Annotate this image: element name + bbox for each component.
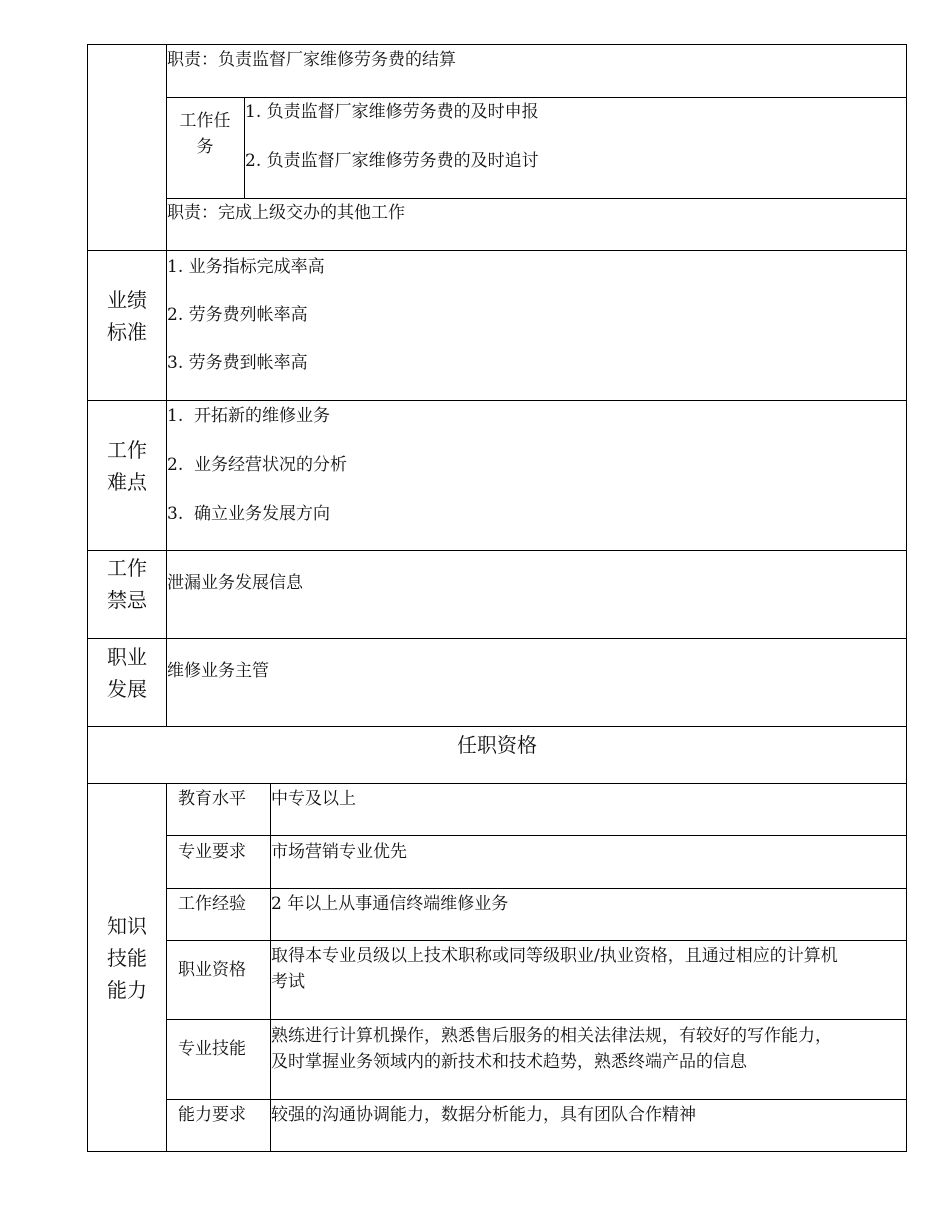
- taboos-text: 泄漏业务发展信息: [167, 573, 303, 593]
- row-divider: [166, 888, 907, 889]
- taboos-label-line1: 工作: [107, 556, 147, 580]
- performance-label: [88, 284, 166, 348]
- career-label-line1: 职业: [107, 645, 147, 669]
- qualification-value-line2: 及时掌握业务领域内的新技术和技术趋势，熟悉终端产品的信息: [271, 1052, 747, 1072]
- column-divider: [270, 783, 271, 1152]
- task-label-line2: 务: [196, 137, 214, 157]
- qualification-key: 能力要求: [178, 1105, 246, 1125]
- qualification-value: 较强的沟通协调能力，数据分析能力，具有团队合作精神: [271, 1105, 696, 1125]
- task-label-line1: 工作任: [179, 111, 231, 131]
- qualification-value-line1: 熟练进行计算机操作，熟悉售后服务的相关法律法规，有较好的写作能力，: [271, 1026, 832, 1046]
- qualifications-title: 任职资格: [457, 733, 537, 757]
- table-border-right: [906, 44, 907, 1152]
- row-divider: [87, 250, 907, 251]
- career-label: [88, 641, 166, 705]
- performance-item: 3. 劳务费到帐率高: [167, 353, 308, 373]
- duty-1-text: 职责：负责监督厂家维修劳务费的结算: [167, 50, 456, 70]
- qualification-value: 中专及以上: [271, 789, 356, 809]
- row-divider: [166, 97, 907, 98]
- qualification-key: 职业资格: [178, 960, 246, 980]
- group-label-line1: 知识: [107, 914, 147, 938]
- task-item: 2. 负责监督厂家维修劳务费的及时追讨: [245, 151, 539, 171]
- table-border-bottom: [87, 1151, 907, 1152]
- row-divider: [87, 550, 907, 551]
- performance-label-line1: 业绩: [107, 288, 147, 312]
- qualification-value-line2: 考试: [271, 972, 305, 992]
- qualification-value: 市场营销专业优先: [271, 842, 407, 862]
- taboos-label: [88, 552, 166, 616]
- career-text: 维修业务主管: [167, 661, 269, 681]
- task-item: 1. 负责监督厂家维修劳务费的及时申报: [245, 102, 539, 122]
- qualification-key: 专业要求: [178, 842, 246, 862]
- taboos-label-line2: 禁忌: [107, 588, 147, 612]
- row-divider: [166, 1099, 907, 1100]
- group-label-line3: 能力: [107, 978, 147, 1002]
- difficulties-label-line2: 难点: [107, 470, 147, 494]
- row-divider: [166, 835, 907, 836]
- row-divider: [87, 400, 907, 401]
- difficulty-item: 1. 开拓新的维修业务: [167, 406, 331, 426]
- group-label-line2: 技能: [107, 946, 147, 970]
- performance-item: 1. 业务指标完成率高: [167, 257, 325, 277]
- row-divider: [166, 940, 907, 941]
- column-divider: [166, 783, 167, 1152]
- qualification-key: 教育水平: [178, 789, 246, 809]
- row-divider: [166, 198, 907, 199]
- difficulties-label-line1: 工作: [107, 438, 147, 462]
- performance-label-line2: 标准: [107, 320, 147, 344]
- difficulty-item: 3. 确立业务发展方向: [167, 504, 331, 524]
- performance-item: 2. 劳务费列帐率高: [167, 305, 308, 325]
- difficulties-label: [88, 434, 166, 498]
- career-label-line2: 发展: [107, 677, 147, 701]
- row-divider: [87, 726, 907, 727]
- qualification-key: 工作经验: [178, 894, 246, 914]
- difficulty-item: 2. 业务经营状况的分析: [167, 455, 348, 475]
- task-label: [166, 108, 244, 160]
- duty-2-text: 职责：完成上级交办的其他工作: [167, 203, 405, 223]
- row-divider: [87, 638, 907, 639]
- row-divider: [87, 783, 907, 784]
- row-divider: [166, 1019, 907, 1020]
- qualification-value: 2 年以上从事通信终端维修业务: [271, 894, 509, 914]
- qualifications-group-label: [88, 910, 166, 1006]
- qualification-key: 专业技能: [178, 1039, 246, 1059]
- qualification-value-line1: 取得本专业员级以上技术职称或同等级职业/执业资格，且通过相应的计算机: [271, 946, 838, 966]
- table-border-top: [87, 44, 907, 45]
